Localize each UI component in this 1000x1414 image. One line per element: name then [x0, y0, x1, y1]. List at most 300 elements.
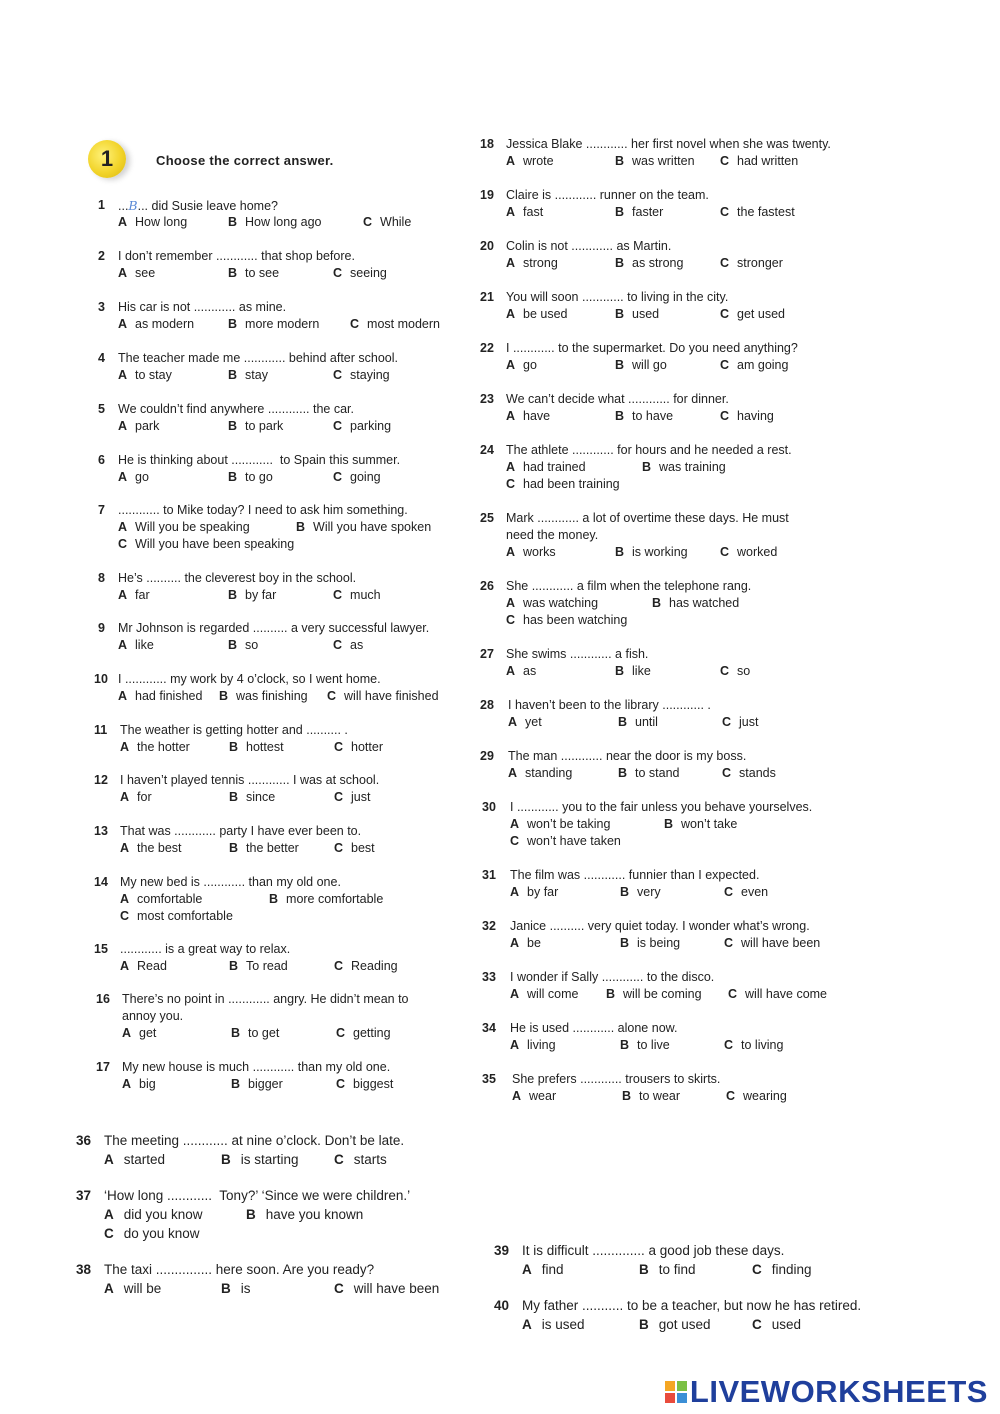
option-c[interactable] [720, 663, 750, 680]
option-letter: B [664, 817, 674, 831]
option-a[interactable] [120, 739, 190, 756]
option-text: be used [523, 307, 568, 321]
option-b[interactable] [664, 816, 737, 833]
option-a[interactable] [510, 884, 558, 901]
option-letter: B [606, 987, 616, 1001]
option-letter: A [118, 419, 128, 433]
question-number: 40 [494, 1298, 510, 1313]
option-c[interactable] [720, 204, 795, 221]
option-c[interactable] [752, 1260, 812, 1279]
question-number: 36 [76, 1133, 92, 1148]
option-letter: A [104, 1207, 114, 1222]
option-text: to stay [135, 368, 172, 382]
option-b[interactable] [615, 255, 683, 272]
option-c[interactable] [752, 1315, 801, 1334]
option-text: staying [350, 368, 390, 382]
option-text: To read [246, 959, 288, 973]
option-a[interactable] [120, 789, 152, 806]
option-text: was watching [523, 596, 599, 610]
question-number: 9 [98, 621, 105, 635]
question-text: Mr Johnson is regarded .......... a very successful lawyer. [118, 621, 430, 635]
option-text: to get [248, 1026, 280, 1040]
option-b[interactable] [228, 265, 279, 282]
option-letter: A [118, 215, 128, 229]
option-c[interactable] [724, 1037, 783, 1054]
option-text: get [139, 1026, 157, 1040]
option-a[interactable] [118, 316, 194, 333]
option-text: While [380, 215, 412, 229]
option-c[interactable] [334, 1279, 439, 1298]
option-a[interactable] [118, 587, 150, 604]
option-c[interactable] [363, 214, 411, 231]
option-b[interactable] [231, 1025, 279, 1042]
option-letter: C [333, 266, 343, 280]
question-text: Jessica Blake ............ her first novel when she was twenty. [506, 137, 831, 151]
option-letter: C [334, 841, 344, 855]
option-c[interactable] [334, 958, 398, 975]
option-letter: A [510, 817, 520, 831]
option-letter: B [231, 1026, 241, 1040]
question-text: We couldn’t find anywhere ............ the car. [118, 402, 354, 416]
option-text: wear [529, 1089, 557, 1103]
option-a[interactable] [120, 840, 182, 857]
question-number: 28 [480, 698, 494, 712]
option-c[interactable] [720, 255, 783, 272]
option-a[interactable] [118, 265, 155, 282]
option-b[interactable] [221, 1279, 251, 1298]
option-letter: C [720, 256, 730, 270]
option-a[interactable] [506, 255, 558, 272]
option-text: How long ago [245, 215, 322, 229]
question-number: 25 [480, 511, 494, 525]
option-b[interactable] [228, 418, 283, 435]
option-a[interactable] [104, 1279, 161, 1298]
option-a[interactable] [510, 986, 578, 1003]
option-c[interactable] [720, 408, 774, 425]
option-a[interactable] [122, 1025, 156, 1042]
option-c[interactable] [336, 1076, 393, 1093]
option-text: best [351, 841, 375, 855]
option-text: Reading [351, 959, 398, 973]
option-a[interactable] [118, 469, 149, 486]
option-c[interactable] [720, 357, 788, 374]
option-letter: A [508, 766, 518, 780]
question-number: 29 [480, 749, 494, 763]
option-c[interactable] [334, 840, 375, 857]
option-b[interactable] [642, 459, 726, 476]
option-b[interactable] [229, 789, 275, 806]
question-number: 11 [94, 723, 108, 737]
option-c[interactable] [333, 418, 391, 435]
option-letter: A [120, 892, 130, 906]
option-c[interactable] [726, 1088, 787, 1105]
option-letter: A [506, 256, 516, 270]
option-c[interactable] [722, 765, 776, 782]
option-text: won’t take [681, 817, 738, 831]
option-text: to wear [639, 1089, 681, 1103]
option-b[interactable] [620, 935, 680, 952]
option-b[interactable] [622, 1088, 680, 1105]
option-text: to have [632, 409, 674, 423]
option-letter: B [622, 1089, 632, 1103]
option-letter: A [510, 1038, 520, 1052]
option-c[interactable] [334, 789, 370, 806]
option-text: have you known [265, 1207, 364, 1222]
option-b[interactable] [615, 408, 673, 425]
option-a[interactable] [506, 459, 586, 476]
question-number: 12 [94, 773, 108, 787]
question-text: She ............ a film when the telephone rang. [506, 579, 752, 593]
option-b[interactable] [639, 1315, 711, 1334]
option-text: big [139, 1077, 156, 1091]
option-text: had written [737, 154, 799, 168]
option-a[interactable] [508, 714, 542, 731]
option-text: find [541, 1262, 564, 1277]
option-text: be [527, 936, 541, 950]
option-letter: A [122, 1026, 132, 1040]
option-c[interactable] [722, 714, 758, 731]
option-text: most modern [367, 317, 440, 331]
option-b[interactable] [219, 688, 308, 705]
question-number: 34 [482, 1021, 496, 1035]
option-a[interactable] [118, 519, 250, 536]
option-text: was written [632, 154, 695, 168]
option-a[interactable] [118, 214, 187, 231]
question-number: 39 [494, 1243, 510, 1258]
option-a[interactable] [506, 306, 568, 323]
option-c[interactable] [510, 833, 621, 850]
option-letter: C [120, 909, 130, 923]
option-letter: B [229, 790, 239, 804]
option-a[interactable] [118, 637, 154, 654]
option-a[interactable] [506, 595, 598, 612]
option-c[interactable] [333, 367, 390, 384]
option-letter: C [720, 664, 730, 678]
option-letter: A [120, 740, 130, 754]
option-text: is starting [240, 1152, 299, 1167]
option-text: as [523, 664, 537, 678]
option-b[interactable] [228, 469, 273, 486]
option-letter: A [508, 715, 518, 729]
option-b[interactable] [618, 714, 658, 731]
option-c[interactable] [724, 884, 768, 901]
option-letter: A [510, 987, 520, 1001]
question-number: 4 [98, 351, 105, 365]
option-a[interactable] [118, 367, 172, 384]
option-text: to stand [635, 766, 680, 780]
option-text: get used [737, 307, 785, 321]
option-letter: C [104, 1226, 114, 1241]
option-text: living [527, 1038, 556, 1052]
option-letter: A [506, 664, 516, 678]
option-a[interactable] [104, 1205, 203, 1224]
question-number: 21 [480, 290, 494, 304]
option-text: parking [350, 419, 392, 433]
option-text: stronger [737, 256, 783, 270]
question-text: ...B... did Susie leave home? [118, 198, 278, 213]
option-text: so [737, 664, 751, 678]
question-number: 3 [98, 300, 105, 314]
option-a[interactable] [510, 816, 610, 833]
option-text: started [123, 1152, 166, 1167]
option-b[interactable] [639, 1260, 696, 1279]
option-letter: B [618, 766, 628, 780]
option-letter: C [334, 1152, 344, 1167]
option-text: even [741, 885, 769, 899]
option-text: will be coming [623, 987, 702, 1001]
option-b[interactable] [615, 663, 651, 680]
option-text: was training [659, 460, 726, 474]
option-c[interactable] [720, 544, 777, 561]
question-text: The man ............ near the door is my boss. [508, 749, 747, 763]
option-b[interactable] [615, 357, 667, 374]
option-b[interactable] [228, 367, 268, 384]
option-text: to living [741, 1038, 784, 1052]
option-letter: A [118, 588, 128, 602]
question-text: He’s .......... the cleverest boy in the school. [118, 571, 357, 585]
option-letter: A [512, 1089, 522, 1103]
question-number: 32 [482, 919, 496, 933]
question-number: 15 [94, 942, 108, 956]
option-a[interactable] [104, 1150, 165, 1169]
option-letter: A [118, 689, 128, 703]
option-text: How long [135, 215, 188, 229]
option-text: far [135, 588, 150, 602]
option-letter: C [334, 740, 344, 754]
option-b[interactable] [606, 986, 702, 1003]
option-text: stay [245, 368, 268, 382]
question-number: 6 [98, 453, 105, 467]
option-text: did you know [123, 1207, 203, 1222]
option-letter: A [104, 1152, 114, 1167]
option-c[interactable] [336, 1025, 391, 1042]
option-text: will have been [353, 1281, 440, 1296]
option-b[interactable] [296, 519, 431, 536]
option-letter: C [363, 215, 373, 229]
option-c[interactable] [333, 265, 387, 282]
option-b[interactable] [228, 587, 276, 604]
option-letter: B [620, 885, 630, 899]
option-text: for [137, 790, 152, 804]
question-text: ............ to Mike today? I need to ask him something. [118, 503, 408, 517]
option-text: just [351, 790, 371, 804]
option-letter: C [720, 205, 730, 219]
option-a[interactable] [506, 663, 536, 680]
option-letter: C [722, 766, 732, 780]
option-text: much [350, 588, 381, 602]
option-letter: C [350, 317, 360, 331]
option-text: see [135, 266, 156, 280]
option-text: standing [525, 766, 573, 780]
question-number: 16 [96, 992, 110, 1006]
option-b[interactable] [228, 214, 321, 231]
logo-text: LIVEWORKSHEETS [689, 1374, 988, 1409]
question-text: We can’t decide what ............ for dinner. [506, 392, 729, 406]
exercise-instruction: Choose the correct answer. [156, 153, 334, 168]
option-text: by far [527, 885, 559, 899]
question-number: 23 [480, 392, 494, 406]
option-letter: B [615, 664, 625, 678]
option-c[interactable] [333, 637, 363, 654]
option-text: yet [525, 715, 542, 729]
option-c[interactable] [720, 153, 798, 170]
option-b[interactable] [620, 884, 661, 901]
question-text: She swims ............ a fish. [506, 647, 649, 661]
option-text: do you know [123, 1226, 200, 1241]
option-text: very [637, 885, 661, 899]
option-letter: C [720, 545, 730, 559]
option-a[interactable] [510, 1037, 556, 1054]
option-b[interactable] [229, 840, 299, 857]
option-c[interactable] [506, 612, 627, 629]
option-b[interactable] [246, 1205, 363, 1224]
option-letter: B [221, 1281, 231, 1296]
option-b[interactable] [228, 316, 319, 333]
option-letter: B [618, 715, 628, 729]
option-text: had finished [135, 689, 203, 703]
option-letter: A [118, 266, 128, 280]
option-a[interactable] [120, 891, 202, 908]
option-letter: A [118, 470, 128, 484]
question-number: 30 [482, 800, 496, 814]
option-letter: C [722, 715, 732, 729]
option-text: just [739, 715, 759, 729]
option-letter: B [229, 841, 239, 855]
option-text: have [523, 409, 551, 423]
option-c[interactable] [327, 688, 439, 705]
option-a[interactable] [522, 1315, 585, 1334]
option-a[interactable] [510, 935, 541, 952]
option-text: like [632, 664, 651, 678]
option-text: will have finished [344, 689, 439, 703]
option-text: so [245, 638, 259, 652]
option-letter: B [228, 266, 238, 280]
option-c[interactable] [506, 476, 620, 493]
option-b[interactable] [269, 891, 383, 908]
option-letter: C [333, 470, 343, 484]
option-text: by far [245, 588, 277, 602]
question-text: It is difficult .............. a good job these days. [522, 1243, 785, 1258]
option-a[interactable] [506, 544, 556, 561]
option-text: having [737, 409, 774, 423]
option-b[interactable] [228, 637, 258, 654]
option-b[interactable] [229, 739, 284, 756]
option-letter: B [642, 460, 652, 474]
question-number: 1 [98, 198, 105, 212]
option-letter: C [720, 307, 730, 321]
option-letter: A [522, 1262, 532, 1277]
option-a[interactable] [506, 408, 550, 425]
option-a[interactable] [506, 204, 543, 221]
option-c[interactable] [333, 587, 381, 604]
option-text: hotter [351, 740, 383, 754]
option-c[interactable] [118, 536, 294, 553]
option-letter: C [724, 1038, 734, 1052]
question-text: She prefers ............ trousers to skirts. [512, 1072, 721, 1086]
option-b[interactable] [221, 1150, 299, 1169]
question-text: My new bed is ............ than my old one. [120, 875, 341, 889]
question-text: I ............ to the supermarket. Do you need anything? [506, 341, 798, 355]
option-b[interactable] [618, 765, 680, 782]
option-letter: B [228, 317, 238, 331]
option-letter: A [522, 1317, 532, 1332]
question-text: The weather is getting hotter and .......... . [120, 723, 348, 737]
option-b[interactable] [615, 544, 688, 561]
option-letter: C [336, 1077, 346, 1091]
option-b[interactable] [231, 1076, 283, 1093]
option-letter: B [219, 689, 229, 703]
option-a[interactable] [118, 418, 159, 435]
option-letter: C [752, 1317, 762, 1332]
option-b[interactable] [615, 153, 695, 170]
option-text: hottest [246, 740, 284, 754]
option-text: biggest [353, 1077, 394, 1091]
question-text: You will soon ............ to living in the city. [506, 290, 729, 304]
question-text: My new house is much ............ than my old one. [122, 1060, 391, 1074]
question-number: 26 [480, 579, 494, 593]
option-c[interactable] [334, 1150, 387, 1169]
option-a[interactable] [512, 1088, 556, 1105]
option-text: more modern [245, 317, 320, 331]
option-c[interactable] [724, 935, 820, 952]
option-letter: B [228, 368, 238, 382]
question-number: 20 [480, 239, 494, 253]
option-c[interactable] [334, 739, 383, 756]
option-a[interactable] [508, 765, 572, 782]
option-b[interactable] [615, 204, 663, 221]
option-text: to see [245, 266, 280, 280]
option-text: as modern [135, 317, 195, 331]
option-letter: C [720, 154, 730, 168]
option-text: has watched [669, 596, 740, 610]
option-letter: C [510, 834, 520, 848]
option-b[interactable] [620, 1037, 670, 1054]
option-text: most comfortable [137, 909, 233, 923]
option-letter: B [229, 959, 239, 973]
option-b[interactable] [229, 958, 288, 975]
option-letter: C [334, 790, 344, 804]
option-letter: A [506, 409, 516, 423]
option-a[interactable] [120, 958, 167, 975]
option-a[interactable] [118, 688, 202, 705]
option-letter: B [221, 1152, 231, 1167]
option-c[interactable] [104, 1224, 200, 1243]
option-c[interactable] [333, 469, 381, 486]
option-c[interactable] [720, 306, 785, 323]
option-a[interactable] [522, 1260, 564, 1279]
question-number: 27 [480, 647, 494, 661]
option-letter: C [327, 689, 337, 703]
option-b[interactable] [615, 306, 659, 323]
option-text: the fastest [737, 205, 795, 219]
option-a[interactable] [122, 1076, 156, 1093]
option-text: bigger [248, 1077, 283, 1091]
option-c[interactable] [120, 908, 233, 925]
option-text: as strong [632, 256, 684, 270]
option-a[interactable] [506, 357, 537, 374]
question-number: 18 [480, 137, 494, 151]
option-text: to live [637, 1038, 670, 1052]
exercise-number-badge [88, 140, 126, 178]
option-c[interactable] [728, 986, 827, 1003]
option-a[interactable] [506, 153, 554, 170]
option-c[interactable] [350, 316, 440, 333]
option-text: getting [353, 1026, 391, 1040]
question-number: 37 [76, 1188, 92, 1203]
option-letter: C [720, 358, 730, 372]
option-b[interactable] [652, 595, 739, 612]
option-letter: B [246, 1207, 256, 1222]
